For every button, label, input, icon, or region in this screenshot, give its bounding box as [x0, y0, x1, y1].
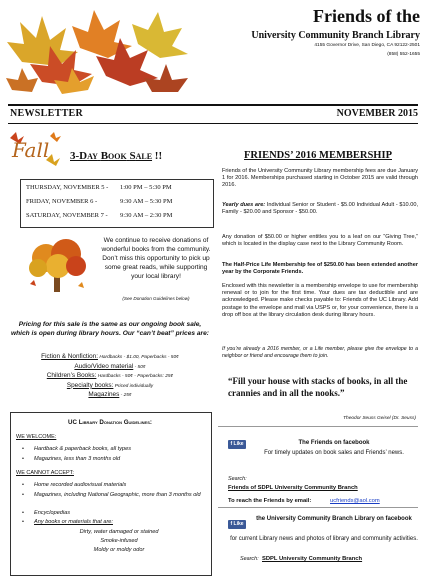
- price-item: Audio/Video material - 50¢: [74, 362, 146, 370]
- seuss-quote: “Fill your house with stacks of books, in all the crannies and in all the nooks.”: [228, 376, 408, 398]
- sale-date-row: SATURDAY, NOVEMBER 7 - 9:30 AM – 2:30 PM: [26, 212, 173, 219]
- org-subtitle: University Community Branch Library: [251, 30, 420, 41]
- facebook-like-button[interactable]: f Like: [228, 520, 246, 529]
- cannot-subitem: Smoke-infused: [100, 538, 138, 544]
- header-rule: [8, 104, 418, 106]
- cannot-item: • Any books or materials that are:: [22, 519, 206, 526]
- guidelines-title: UC Library Donation Guidelines:: [68, 419, 152, 426]
- cannot-item: • Encyclopedias: [22, 510, 206, 517]
- tree-illustration: [20, 236, 96, 294]
- facebook-block-title: The Friends on facebook: [298, 440, 370, 446]
- already-member-note: If you’re already a 2016 member, or a Life member, please give the envelope to a neighbor or friend and encourage them to join.: [222, 346, 418, 359]
- autumn-leaves-illustration: [2, 2, 198, 100]
- facebook-block-text: For timely updates on book sales and Friends’ news.: [264, 450, 404, 456]
- fall-word: Fall: [12, 138, 50, 162]
- quote-rule: [218, 426, 418, 427]
- membership-title: FRIENDS’ 2016 MEMBERSHIP: [244, 150, 392, 161]
- sale-date-row: FRIDAY, NOVEMBER 6 - 9:30 AM – 5:30 PM: [26, 198, 173, 205]
- life-membership-paragraph: The Half-Price Life Membership fee of $250.00 has been extended another year by the Corporate Friends.: [222, 262, 418, 276]
- facebook-like-button[interactable]: f Like: [228, 440, 246, 449]
- cannot-accept-heading: WE CANNOT ACCEPT:: [16, 470, 74, 476]
- sale-date-row: THURSDAY, NOVEMBER 5 - 1:00 PM – 5:30 PM: [26, 184, 172, 191]
- issue-date: NOVEMBER 2015: [336, 108, 418, 119]
- email-prompt: To reach the Friends by email:: [228, 498, 312, 504]
- sale-dates-box: [20, 179, 214, 228]
- price-item: Specialty books: Priced individually: [66, 381, 154, 389]
- price-item: Children’s Books: Hardbacks - 50¢ - Paperbacks: 25¢: [46, 372, 174, 380]
- membership-intro: Friends of the University Community Library membership fees are due January 1 for 2016. Memberships purchased starting in October 2015 are valid through 2016.: [222, 168, 418, 189]
- facebook-search-link[interactable]: Friends of SDPL University Community Branch: [228, 485, 358, 491]
- price-item: Fiction & Nonfiction: Hardbacks - $1.00, Paperbacks - 50¢: [41, 353, 179, 360]
- giving-tree-paragraph: Any donation of $50.00 or higher entitles you to a leaf on our “Giving Tree,” which is located in the display case next to the Library Community Room.: [222, 234, 418, 248]
- newsletter-rule: [8, 123, 418, 124]
- welcome-heading: WE WELCOME:: [16, 434, 57, 440]
- cannot-item: • Home recorded audiovisual materials: [22, 482, 206, 489]
- pricing-intro: Pricing for this sale is the same as our ongoing book sale, which is open during library hours. Our “can’t beat” prices are:: [11, 321, 209, 337]
- cannot-subitem: Moldy or moldy odor: [93, 547, 145, 553]
- search-label: Search:: [240, 556, 259, 562]
- facebook-search-link[interactable]: SDPL University Community Branch: [262, 556, 363, 562]
- cannot-subitem: Dirty, water damaged or stained: [79, 529, 159, 535]
- newsletter-label: NEWSLETTER: [10, 108, 84, 119]
- book-sale-title: 3-DAY BOOK SALE !!: [70, 150, 163, 162]
- email-link[interactable]: ucfriends@aol.com: [330, 498, 380, 504]
- envelope-paragraph: Enclosed with this newsletter is a membership envelope to use for membership renewal or to join for the first time. Your dues are tax deductible and are acknowledged. Please make checks payable to: Friends of the UC Library. Add postage to the envelope and mail via USPS or, for your convenience, there is a drop off box at the library circulation desk during library hours.: [222, 283, 418, 318]
- org-address: 4155 Governor Drive, San Diego, CA 92122-2501: [314, 43, 420, 48]
- facebook-rule: [218, 507, 418, 508]
- cannot-item: • Magazines, including National Geographic, more than 3 months old: [22, 492, 206, 499]
- org-title: Friends of the: [313, 6, 420, 26]
- facebook-block-text: for current Library news and photos of library and community activities.: [230, 536, 418, 542]
- welcome-item: • Magazines, less than 3 months old: [22, 456, 206, 463]
- org-phone: (858) 552-1655: [387, 52, 420, 57]
- price-list: [10, 353, 210, 401]
- donation-note: (See Donation Guidelines below): [122, 296, 190, 301]
- yearly-dues: Yearly dues are: Individual Senior or Student - $5.00 Individual Adult - $10.00, Family - $20.00 and Sponsor - $50.00.: [222, 202, 419, 216]
- welcome-item: • Hardback & paperback books, all types: [22, 446, 206, 453]
- facebook-block-title: the University Community Branch Library on facebook: [256, 516, 412, 522]
- donation-message: We continue to receive donations of wonderful books from the community. Don’t miss this opportunity to pick up some great reads, while supporting your local library!: [101, 237, 211, 280]
- price-item: Magazines - 25¢: [88, 391, 132, 399]
- quote-attribution: Theodor Seuss Geisel (Dr. Seuss): [343, 416, 416, 421]
- search-label: Search:: [228, 476, 247, 482]
